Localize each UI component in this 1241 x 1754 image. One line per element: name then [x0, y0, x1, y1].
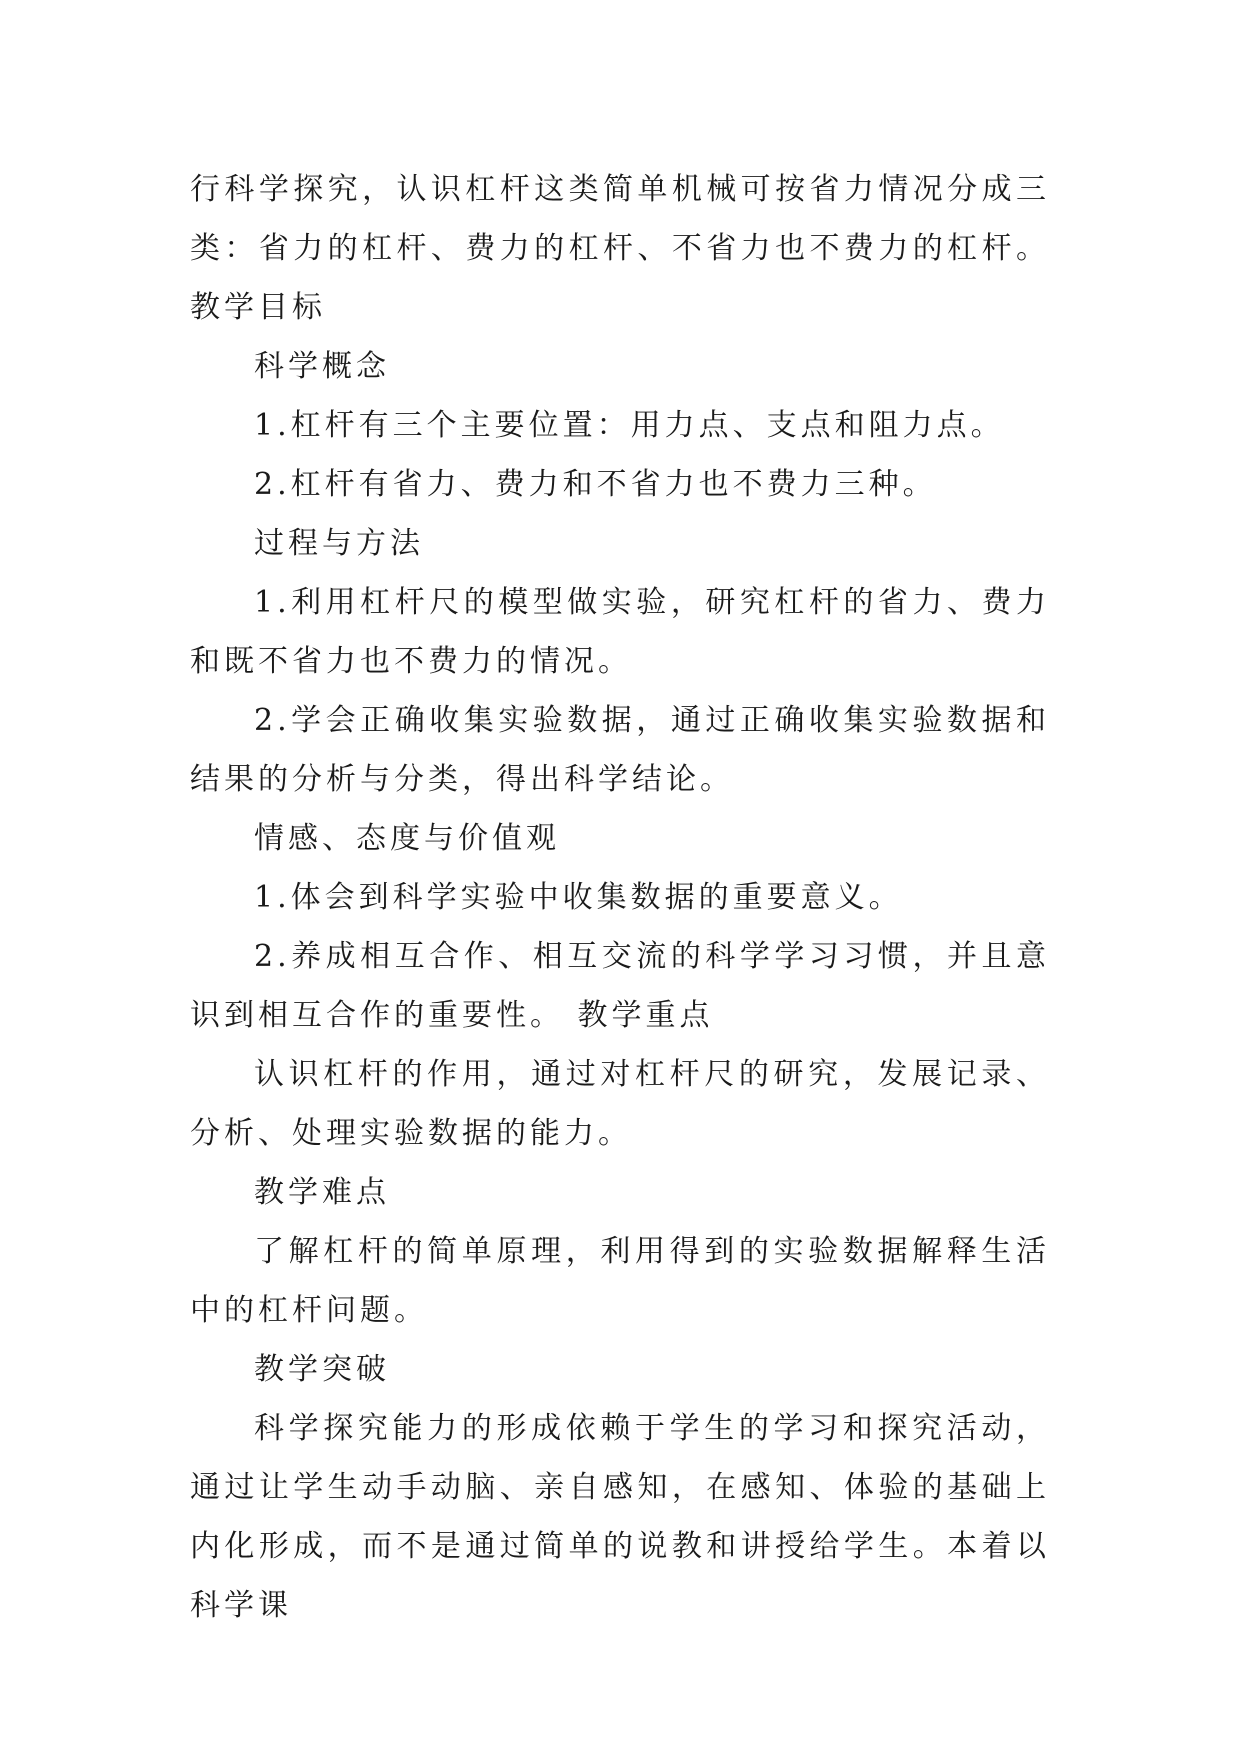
paragraph: 科学探究能力的形成依赖于学生的学习和探究活动，通过让学生动手动脑、亲自感知，在感知、体验的基础上内化形成，而不是通过简单的说教和讲授给学生。本着以科学课	[190, 1411, 1050, 1623]
list-item: 2.杠杆有省力、费力和不省力也不费力三种。	[254, 467, 937, 502]
paragraph: 了解杠杆的简单原理，利用得到的实验数据解释生活中的杠杆问题。	[190, 1234, 1050, 1328]
paragraph: 认识杠杆的作用，通过对杠杆尺的研究，发展记录、分析、处理实验数据的能力。	[190, 1057, 1050, 1151]
section-heading-attitudes-values: 情感、态度与价值观	[254, 821, 560, 856]
section-heading-teaching-breakthrough: 教学突破	[254, 1352, 390, 1387]
list-item: 1.利用杠杆尺的模型做实验，研究杠杆的省力、费力和既不省力也不费力的情况。	[190, 585, 1050, 679]
section-heading-teaching-difficulty: 教学难点	[254, 1175, 390, 1210]
section-heading-science-concepts: 科学概念	[254, 349, 390, 384]
list-item: 2.学会正确收集实验数据，通过正确收集实验数据和结果的分析与分类，得出科学结论。	[190, 703, 1050, 797]
document-body	[190, 160, 1050, 1635]
list-item: 2.养成相互合作、相互交流的科学学习习惯，并且意识到相互合作的重要性。 教学重点	[190, 939, 1050, 1033]
list-item: 1.杠杆有三个主要位置：用力点、支点和阻力点。	[254, 408, 1005, 443]
paragraph: 行科学探究，认识杠杆这类简单机械可按省力情况分成三类：省力的杠杆、费力的杠杆、不省力也不费力的杠杆。 教学目标	[190, 172, 1050, 325]
section-heading-process-methods: 过程与方法	[254, 526, 424, 561]
list-item: 1.体会到科学实验中收集数据的重要意义。	[254, 880, 903, 915]
